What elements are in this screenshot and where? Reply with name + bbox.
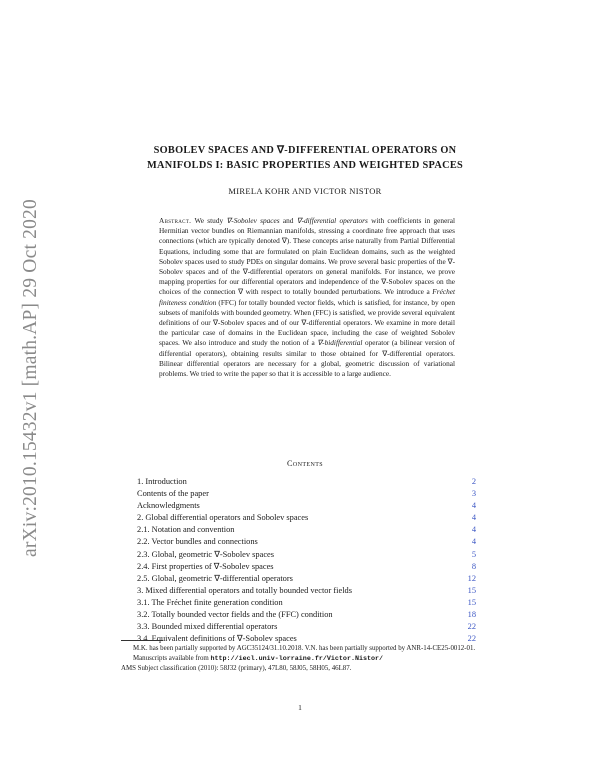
- footnotes: [121, 644, 491, 674]
- abstract-emphasis-2: ∇-differential operators: [296, 216, 368, 225]
- toc-entry-page[interactable]: 15: [467, 585, 476, 595]
- toc-entry-title: 2.4. First properties of ∇-Sobolev spaces: [137, 561, 274, 571]
- abstract-text-3: with coefficients in general Hermitian vector bundles on Riemannian manifolds, stressing a coordinate free approach that uses connections (which are typically denoted ∇). These concepts arise naturally from Partial Differential Equations, including some that are formulated on plain Euclidean domains, such as the weighted Sobolev spaces used to study PDEs on singular domains. We prove several basic properties of the ∇-Sobolev spaces and of the ∇-differential operators on general manifolds. For instance, we prove mapping properties for our differential operators and independence of the ∇-Sobolev spaces on the choices of the connection ∇ with respect to totally bounded perturbations. We introduce a: [159, 216, 456, 297]
- paper-title-line-1: SOBOLEV SPACES AND ∇-DIFFERENTIAL OPERATORS ON: [153, 145, 457, 156]
- toc-entry-page[interactable]: 2: [471, 477, 476, 486]
- footnote-rule: [121, 640, 163, 641]
- abstract-text-1: We study: [191, 216, 227, 225]
- arxiv-stamp: [18, 182, 44, 574]
- toc-entry-title: 3.3. Bounded mixed differential operators: [137, 622, 278, 632]
- toc-entry-title: 2. Global differential operators and Sobolev spaces: [137, 513, 309, 523]
- toc-entry-page[interactable]: 4: [471, 537, 476, 547]
- toc-entry-page[interactable]: 22: [467, 622, 476, 632]
- toc-entry[interactable]: [137, 500, 476, 512]
- contents-heading: Contents: [286, 459, 324, 468]
- ams-classification: AMS Subject classification (2010): 58J32 (primary), 47L80, 58J05, 58H05, 46L87.: [121, 665, 352, 673]
- toc-entry[interactable]: [137, 524, 476, 536]
- page-number: 1: [298, 703, 302, 712]
- toc-entry-page[interactable]: 12: [467, 573, 476, 583]
- abstract-emphasis-4: ∇-bidifferential: [317, 338, 363, 348]
- manuscripts-url[interactable]: http://iecl.univ-lorraine.fr/Victor.Nistor/: [210, 654, 384, 663]
- toc-entry[interactable]: [137, 512, 476, 524]
- toc-entry-page[interactable]: 22: [467, 634, 476, 644]
- abstract-text-4: (FFC) for totally bounded vector fields, which is satisfied, for instance, by open subsets of manifolds with bounded geometry. When (FFC) is satisfied, we provide several equivalent definitions of our ∇-Sobolev spaces and of our ∇-differential operators. We examine in more detail the particular case of domains in the Euclidean space, including the case of weighted Sobolev spaces. We also introduce and study the notion of a: [159, 297, 455, 348]
- toc-entry-title: 2.1. Notation and convention: [137, 525, 235, 535]
- toc-entry-title: 2.2. Vector bundles and connections: [137, 537, 258, 547]
- toc-entry[interactable]: [137, 621, 476, 633]
- toc-entry-page[interactable]: 3: [471, 489, 476, 499]
- toc-entry-title: Contents of the paper: [137, 489, 209, 499]
- toc-entry-title: 3.1. The Fréchet finite generation condition: [137, 597, 283, 607]
- toc-entry-title: 2.5. Global, geometric ∇-differential operators: [137, 573, 293, 583]
- toc-entry[interactable]: [137, 536, 476, 548]
- toc-entry-page[interactable]: 8: [471, 561, 476, 571]
- toc-entry-page[interactable]: 15: [467, 597, 476, 607]
- toc-entry-page[interactable]: 4: [471, 525, 476, 535]
- toc-entry[interactable]: [137, 609, 476, 621]
- paper-authors: MIRELA KOHR AND VICTOR NISTOR: [228, 186, 382, 196]
- abstract-text-5: operator (a bilinear version of differential operators), obtaining results similar to those obtained for ∇-differential operators. Bilinear differential operators are necessary for a global, geometric discussion of variational problems. We tried to write the paper so that it is accessible to a large audience.: [159, 338, 455, 379]
- abstract-label: Abstract.: [159, 216, 192, 225]
- table-of-contents: [137, 476, 476, 645]
- abstract: [159, 216, 455, 379]
- abstract-text-2: and: [279, 216, 297, 225]
- toc-entry[interactable]: [137, 561, 476, 573]
- toc-entry[interactable]: [137, 488, 476, 500]
- manuscripts-prefix: Manuscripts available from: [133, 654, 211, 662]
- toc-entry-title: 2.3. Global, geometric ∇-Sobolev spaces: [137, 549, 275, 559]
- funding-footnote: M.K. has been partially supported by AGC35124/31.10.2018. V.N. has been partially supported by ANR-14-CE25-0012-01.: [133, 645, 476, 652]
- toc-entry[interactable]: [137, 549, 476, 561]
- toc-entry-page[interactable]: 18: [467, 610, 476, 620]
- toc-entry-title: Acknowledgments: [137, 501, 200, 511]
- toc-entry[interactable]: [137, 585, 476, 597]
- toc-entry-title: 3.2. Totally bounded vector fields and the (FFC) condition: [137, 610, 333, 620]
- abstract-emphasis-3: Fréchet finiteness condition: [159, 287, 455, 307]
- toc-entry-title: 3. Mixed differential operators and totally bounded vector fields: [137, 585, 352, 595]
- toc-entry-title: 1. Introduction: [137, 477, 187, 486]
- toc-entry-page[interactable]: 5: [471, 549, 476, 559]
- toc-entry-page[interactable]: 4: [471, 501, 476, 511]
- arxiv-identifier: arXiv:2010.15432v1 [math.AP] 29 Oct 2020: [20, 199, 41, 557]
- toc-entry[interactable]: [137, 476, 476, 488]
- toc-entry[interactable]: [137, 597, 476, 609]
- abstract-emphasis-1: ∇-Sobolev spaces: [226, 216, 280, 225]
- paper-title-line-2: MANIFOLDS I: BASIC PROPERTIES AND WEIGHTED SPACES: [146, 160, 464, 171]
- toc-entry[interactable]: [137, 573, 476, 585]
- manuscripts-footnote: [121, 654, 491, 665]
- toc-entry-title: 3.4. Equivalent definitions of ∇-Sobolev spaces: [137, 634, 297, 644]
- toc-entry-page[interactable]: 4: [471, 513, 476, 523]
